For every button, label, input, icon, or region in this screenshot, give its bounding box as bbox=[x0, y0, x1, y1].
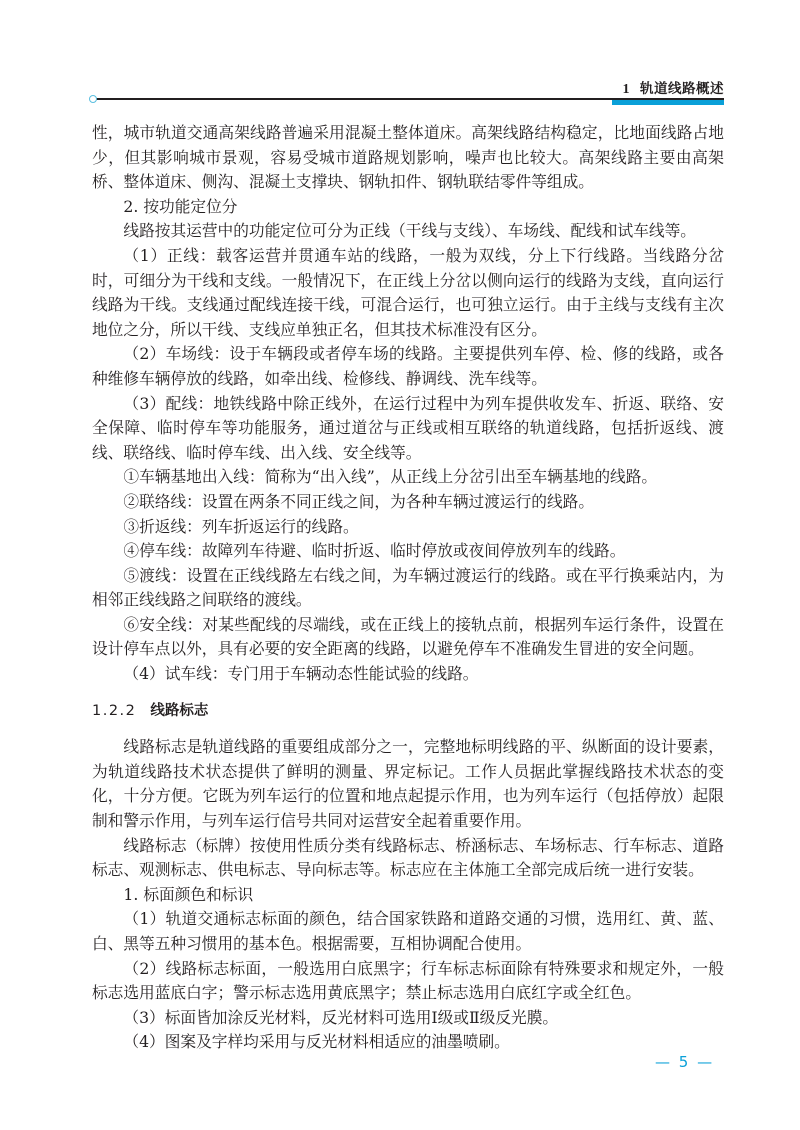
paragraph: ④停车线：故障列车待避、临时折返、临时停放或夜间停放列车的线路。 bbox=[123, 541, 626, 561]
paragraph: （1）正线：载客运营并贯通车站的线路，一般为双线，分上下行线路。当线路分岔时，可细分为干线和支线。一般情况下，在正线上分岔以侧向运行的线路为支线，直向运行线路为干线。支线通过配线连接干线，可混合运行，也可独立运行。由于主线与支线有主次地位之分，所以干线、支线应单独正名，但其技术标准没有区分。 bbox=[92, 245, 724, 339]
paragraph: 线路按其运营中的功能定位可分为正线（干线与支线）、车场线、配线和试车线等。 bbox=[123, 221, 696, 241]
section-heading bbox=[92, 699, 724, 724]
section-number: 1.2.2 bbox=[92, 702, 137, 719]
section-body-1 bbox=[92, 121, 724, 687]
chapter-number: 1 bbox=[622, 82, 630, 97]
paragraph: ③折返线：列车折返运行的线路。 bbox=[123, 516, 359, 536]
paragraph: （2）车场线：设于车辆段或者停车场的线路。主要提供列车停、检、修的线路，或各种维修车辆停放的线路，如牵出线、检修线、静调线、洗车线等。 bbox=[92, 344, 724, 388]
paragraph: （4）图案及字样均采用与反光材料相适应的油墨喷刷。 bbox=[123, 1032, 510, 1052]
section-body-2 bbox=[92, 735, 724, 1055]
paragraph: （3）配线：地铁线路中除正线外，在运行过程中为列车提供收发车、折返、联络、安全保障、临时停车等功能服务，通过道岔与正线或相互联络的轨道线路，包括折返线、渡线、联络线、临时停车线、出入线、安全线等。 bbox=[92, 393, 724, 462]
paragraph: ①车辆基地出入线：简称为“出入线”，从正线上分岔引出至车辆基地的线路。 bbox=[123, 467, 658, 487]
header-accent-bar bbox=[612, 100, 724, 105]
paragraph: ⑥安全线：对某些配线的尽端线，或在正线上的接轨点前，根据列车运行条件，设置在设计停车点以外，具有必要的安全距离的线路，以避免停车不准确发生冒进的安全问题。 bbox=[92, 614, 724, 659]
paragraph: （2）线路标志标面，一般选用白底黑字；行车标志标面除有特殊要求和规定外，一般标志选用蓝底白字；警示标志选用黄底黑字；禁止标志选用白底红字或全红色。 bbox=[92, 958, 724, 1003]
paragraph: 性，城市轨道交通高架线路普遍采用混凝土整体道床。高架线路结构稳定，比地面线路占地少，但其影响城市景观，容易受城市道路规划影响，噪声也比较大。高架线路主要由高架桥、整体道床、侧沟、混凝土支撑块、钢轨扣件、钢轨联结零件等组成。 bbox=[92, 123, 724, 192]
paragraph: ⑤渡线：设置在正线线路左右线之间，为车辆过渡运行的线路。或在平行换乘站内，为相邻正线线路之间联络的渡线。 bbox=[92, 565, 724, 610]
chapter-title: 轨道线路概述 bbox=[640, 81, 724, 97]
section-title: 线路标志 bbox=[150, 702, 209, 719]
paragraph: （4）试车线：专门用于车辆动态性能试验的线路。 bbox=[123, 664, 479, 684]
page-body bbox=[92, 121, 724, 1055]
header-circle-ornament bbox=[89, 95, 97, 103]
paragraph: 线路标志（标牌）按使用性质分类有线路标志、桥涵标志、车场标志、行车标志、道路标志、观测标志、供电标志、导向标志等。标志应在主体施工全部完成后统一进行安装。 bbox=[92, 835, 724, 880]
paragraph: 2. 按功能定位分 bbox=[123, 196, 238, 216]
paragraph: 1. 标面颜色和标识 bbox=[123, 884, 254, 904]
chapter-header bbox=[623, 77, 725, 98]
page-number: — 5 — bbox=[655, 1053, 715, 1071]
paragraph: 线路标志是轨道线路的重要组成部分之一，完整地标明线路的平、纵断面的设计要素，为轨道线路技术状态提供了鲜明的测量、界定标记。工作人员据此掌握线路技术状态的变化，十分方便。它既为列车运行的位置和地点起提示作用，也为列车运行（包括停放）起限制和警示作用，与列车运行信号共同对运营安全起着重要作用。 bbox=[92, 737, 724, 831]
paragraph: ②联络线：设置在两条不同正线之间，为各种车辆过渡运行的线路。 bbox=[123, 491, 595, 511]
paragraph: （1）轨道交通标志标面的颜色，结合国家铁路和道路交通的习惯，选用红、黄、蓝、白、黑等五种习惯用的基本色。根据需要，互相协调配合使用。 bbox=[92, 909, 724, 953]
paragraph: （3）标面皆加涂反光材料，反光材料可选用Ⅰ级或Ⅱ级反光膜。 bbox=[123, 1007, 559, 1027]
